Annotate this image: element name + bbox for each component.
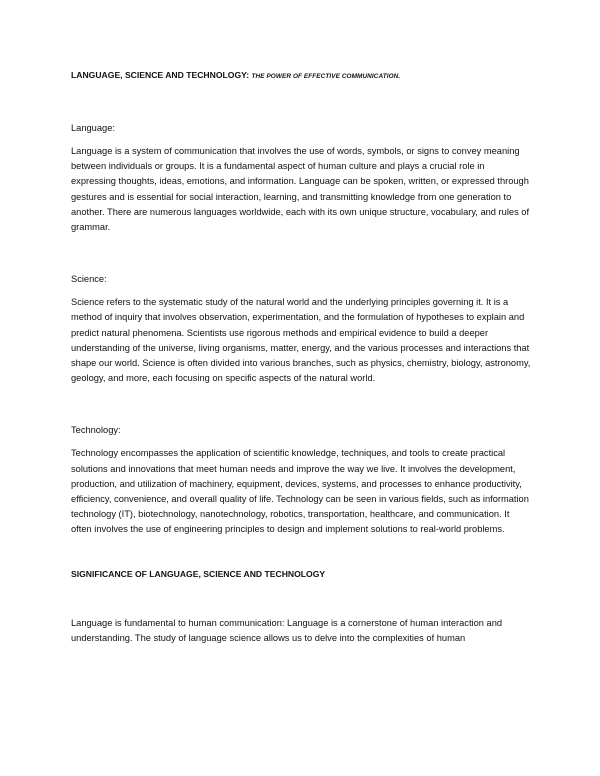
section-label-language: Language: [71, 123, 115, 133]
section-label-technology: Technology: [71, 425, 121, 436]
significance-paragraph: Language is fundamental to human communication: Language is a cornerstone of human interaction and understanding. The study of language science allows us to delve into the complexities of human [71, 617, 503, 643]
significance-heading: SIGNIFICANCE OF LANGUAGE, SCIENCE AND TECHNOLOGY [71, 568, 326, 579]
section-label-science: Science: [71, 274, 107, 285]
document-body [71, 70, 531, 646]
document-title [71, 70, 531, 82]
title-main: LANGUAGE, SCIENCE AND TECHNOLOGY: [71, 70, 250, 80]
section-paragraph-science: Science refers to the systematic study of the natural world and the underlying principles governing it. It is a method of inquiry that involves observation, experimentation, and the formulation of hypotheses to explain and predict natural phenomena. Scientists use rigorous methods and empirical evidence to build a deeper understanding of the universe, living organisms, matter, energy, and the various processes and interactions that shape our world. Science is often divided into various branches, such as physics, chemistry, biology, astronomy, geology, and more, each focusing on specific aspects of the natural world. [71, 297, 531, 384]
title-subtitle: THE POWER OF EFFECTIVE COMMUNICATION. [251, 73, 401, 80]
section-paragraph-technology: Technology encompasses the application of scientific knowledge, techniques, and tools to create practical solutions and innovations that meet human needs and improve the way we live. It involves the development, production, and utilization of machinery, equipment, devices, systems, and processes to enhance productivity, efficiency, convenience, and overall quality of life. Technology can be seen in various fields, such as information technology (IT), biotechnology, nanotechnology, robotics, transportation, healthcare, and communication. It often involves the use of engineering principles to design and implement solutions to real-world problems. [71, 448, 529, 535]
section-paragraph-language: Language is a system of communication that involves the use of words, symbols, or signs to convey meaning between individuals or groups. It is a fundamental aspect of human culture and plays a crucial role in expressing thoughts, ideas, emotions, and information. Language can be spoken, written, or expressed through gestures and is essential for social interaction, learning, and transmitting knowledge from one generation to another. There are numerous languages worldwide, each with its own unique structure, vocabulary, and rules of grammar. [71, 146, 530, 233]
